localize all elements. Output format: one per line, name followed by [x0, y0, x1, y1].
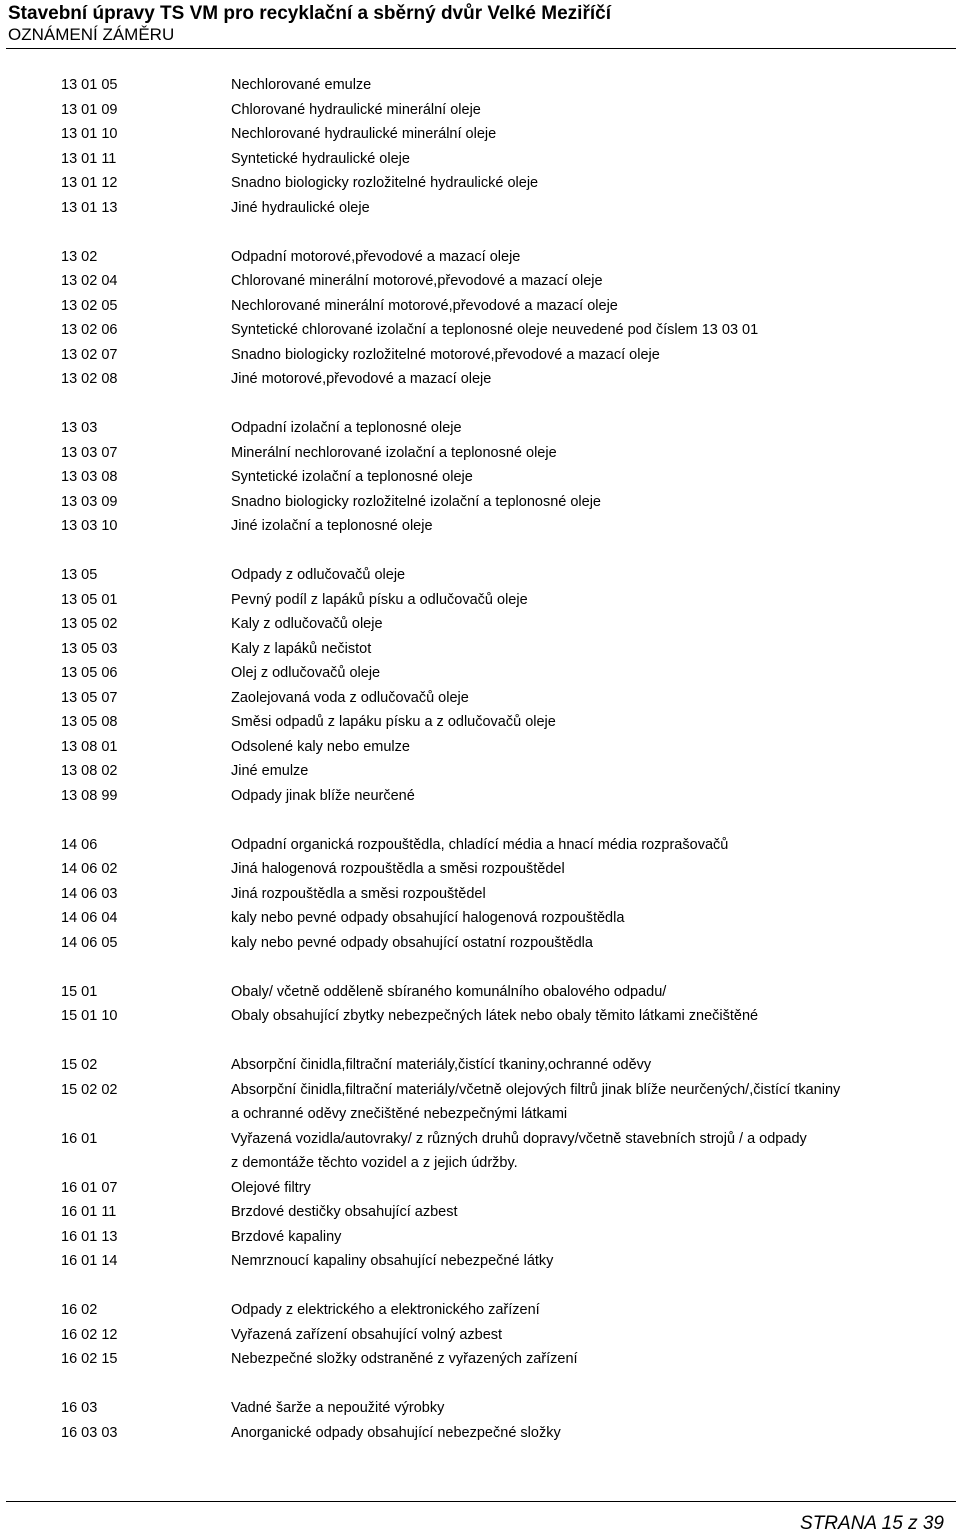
table-row [0, 245, 960, 270]
waste-code: 13 01 09 [61, 101, 118, 118]
waste-description: Zaolejovaná voda z odlučovačů oleje [231, 689, 469, 706]
waste-code: 13 03 07 [61, 444, 118, 461]
row-spacer [0, 1274, 960, 1299]
waste-code: 13 05 08 [61, 714, 118, 730]
row-spacer [0, 392, 960, 417]
waste-code: 13 02 08 [61, 371, 118, 387]
table-row [0, 735, 960, 760]
waste-description: Nechlorované minerální motorové,převodové a mazací oleje [231, 297, 618, 314]
waste-code: 13 02 05 [61, 297, 118, 314]
page-number: STRANA 15 z 39 [800, 1513, 944, 1534]
table-row [0, 1249, 960, 1274]
waste-code: 16 01 11 [61, 1204, 117, 1220]
waste-description: Jiná rozpouštědla a směsi rozpouštědel [231, 885, 486, 902]
waste-description: Kaly z odlučovačů oleje [231, 616, 383, 632]
waste-description: Pevný podíl z lapáků písku a odlučovačů oleje [231, 591, 528, 608]
table-row [0, 73, 960, 98]
waste-description: Anorganické odpady obsahující nebezpečné složky [231, 1424, 561, 1441]
waste-code: 13 08 01 [61, 738, 118, 755]
table-row [0, 1102, 960, 1127]
table-row [0, 563, 960, 588]
table-row [0, 171, 960, 196]
waste-code: 14 06 03 [61, 885, 118, 902]
table-row [0, 784, 960, 809]
waste-code: 16 02 [61, 1302, 98, 1318]
waste-code: 13 05 06 [61, 665, 118, 681]
document-subtitle: OZNÁMENÍ ZÁMĚRU [8, 25, 175, 44]
waste-description: Snadno biologicky rozložitelné motorové,převodové a mazací oleje [231, 346, 660, 363]
row-spacer [0, 955, 960, 980]
waste-description: a ochranné oděvy znečištěné nebezpečnými látkami [231, 1106, 568, 1122]
waste-description: Chlorované hydraulické minerální oleje [231, 101, 481, 118]
waste-code: 13 01 11 [61, 150, 117, 167]
table-row [0, 1421, 960, 1446]
waste-description: Kaly z lapáků nečistot [231, 640, 372, 657]
waste-code: 13 05 [61, 567, 98, 583]
table-row [0, 98, 960, 123]
table-row [0, 196, 960, 221]
table-row [0, 857, 960, 882]
waste-description: Odpady z odlučovačů oleje [231, 567, 406, 583]
waste-code: 16 02 12 [61, 1326, 118, 1343]
table-row [0, 147, 960, 172]
waste-description: Odpadní motorové,převodové a mazací oleje [231, 248, 521, 265]
table-row [0, 294, 960, 319]
document-title: Stavební úpravy TS VM pro recyklační a sběrný dvůr Velké Meziříčí [8, 3, 611, 24]
table-row [0, 759, 960, 784]
waste-description: Chlorované minerální motorové,převodové a mazací oleje [231, 273, 603, 289]
table-row [0, 1053, 960, 1078]
waste-code: 15 01 [61, 983, 98, 1000]
waste-code: 13 05 02 [61, 616, 118, 632]
waste-code: 16 01 13 [61, 1228, 118, 1245]
table-row [0, 269, 960, 294]
waste-description: Olejové filtry [231, 1179, 311, 1196]
table-row [0, 514, 960, 539]
waste-description: Vadné šarže a nepoužité výrobky [231, 1400, 445, 1416]
table-row [0, 1078, 960, 1103]
waste-code: 13 08 99 [61, 787, 118, 804]
waste-description: Obaly obsahující zbytky nebezpečných látek nebo obaly těmito látkami znečištěné [231, 1008, 759, 1024]
row-spacer [0, 539, 960, 564]
waste-description: Jiné motorové,převodové a mazací oleje [231, 371, 492, 387]
waste-description: kaly nebo pevné odpady obsahující halogenová rozpouštědla [231, 910, 625, 926]
waste-code: 13 01 10 [61, 126, 118, 142]
waste-code: 15 01 10 [61, 1008, 118, 1024]
header-divider [6, 48, 956, 49]
waste-description: Syntetické izolační a teplonosné oleje [231, 469, 473, 485]
table-row [0, 416, 960, 441]
table-row [0, 1225, 960, 1250]
table-row [0, 637, 960, 662]
waste-description: Jiné emulze [231, 763, 309, 779]
row-spacer [0, 1029, 960, 1054]
table-row [0, 1347, 960, 1372]
waste-code: 16 03 [61, 1400, 98, 1416]
table-row [0, 1176, 960, 1201]
waste-description: Minerální nechlorované izolační a teplonosné oleje [231, 444, 557, 461]
waste-description: Syntetické chlorované izolační a teplonosné oleje neuvedené pod číslem 13 03 01 [231, 322, 759, 338]
waste-description: Vyřazená zařízení obsahující volný azbest [231, 1326, 503, 1343]
waste-description: Brzdové kapaliny [231, 1228, 342, 1245]
waste-code: 14 06 02 [61, 861, 118, 877]
waste-description: Vyřazená vozidla/autovraky/ z různých druhů dopravy/včetně stavebních strojů / a odpady [231, 1130, 807, 1147]
waste-code: 13 05 07 [61, 689, 118, 706]
waste-code: 13 03 10 [61, 518, 118, 534]
waste-code: 13 08 02 [61, 763, 118, 779]
table-row [0, 1298, 960, 1323]
waste-code: 16 01 07 [61, 1179, 118, 1196]
table-row [0, 710, 960, 735]
table-row [0, 686, 960, 711]
waste-description: Nechlorované hydraulické minerální oleje [231, 126, 497, 142]
waste-description: Snadno biologicky rozložitelné hydraulické oleje [231, 175, 539, 191]
waste-code: 13 03 08 [61, 469, 118, 485]
waste-code: 15 02 [61, 1057, 98, 1073]
row-spacer [0, 1372, 960, 1397]
waste-description: Jiné izolační a teplonosné oleje [231, 518, 433, 534]
table-row [0, 612, 960, 637]
table-row [0, 588, 960, 613]
waste-code: 13 05 01 [61, 591, 118, 608]
waste-code: 13 02 07 [61, 346, 118, 363]
waste-code: 13 03 [61, 420, 98, 436]
table-row [0, 1151, 960, 1176]
waste-description: Nechlorované emulze [231, 77, 372, 93]
waste-code-list [0, 73, 960, 1445]
waste-code: 16 01 14 [61, 1253, 118, 1269]
waste-description: Obaly/ včetně odděleně sbíraného komunálního obalového odpadu/ [231, 983, 667, 1000]
waste-code: 13 01 12 [61, 175, 118, 191]
table-row [0, 441, 960, 466]
waste-code: 13 03 09 [61, 493, 118, 510]
table-row [0, 980, 960, 1005]
waste-description: Odpadní organická rozpouštědla, chladící média a hnací média rozprašovačů [231, 836, 729, 853]
waste-code: 16 03 03 [61, 1424, 118, 1441]
waste-code: 16 02 15 [61, 1351, 118, 1367]
table-row [0, 882, 960, 907]
waste-description: Jiné hydraulické oleje [231, 199, 370, 216]
table-row [0, 931, 960, 956]
footer-divider [6, 1501, 956, 1502]
waste-code: 13 02 [61, 248, 98, 265]
waste-description: Olej z odlučovačů oleje [231, 665, 381, 681]
waste-code: 16 01 [61, 1130, 98, 1147]
table-row [0, 1323, 960, 1348]
table-row [0, 906, 960, 931]
waste-description: Jiná halogenová rozpouštědla a směsi rozpouštědel [231, 861, 565, 877]
table-row [0, 490, 960, 515]
waste-description: Nemrznoucí kapaliny obsahující nebezpečné látky [231, 1253, 554, 1269]
table-row [0, 1396, 960, 1421]
waste-description: Odsolené kaly nebo emulze [231, 738, 410, 755]
table-row [0, 343, 960, 368]
waste-description: Syntetické hydraulické oleje [231, 150, 410, 167]
waste-description: z demontáže těchto vozidel a z jejich údržby. [231, 1155, 518, 1171]
waste-code: 15 02 02 [61, 1081, 118, 1098]
waste-description: kaly nebo pevné odpady obsahující ostatní rozpouštědla [231, 934, 593, 951]
waste-description: Odpady jinak blíže neurčené [231, 787, 415, 804]
waste-code: 14 06 05 [61, 934, 118, 951]
table-row [0, 833, 960, 858]
waste-code: 13 05 03 [61, 640, 118, 657]
waste-code: 13 02 06 [61, 322, 118, 338]
page-header [0, 0, 960, 52]
waste-code: 13 01 05 [61, 77, 118, 93]
waste-description: Směsi odpadů z lapáku písku a z odlučovačů oleje [231, 714, 556, 730]
table-row [0, 1200, 960, 1225]
table-row [0, 1127, 960, 1152]
waste-description: Brzdové destičky obsahující azbest [231, 1204, 458, 1220]
waste-description: Nebezpečné složky odstraněné z vyřazených zařízení [231, 1351, 578, 1367]
table-row [0, 318, 960, 343]
row-spacer [0, 220, 960, 245]
waste-code: 13 02 04 [61, 273, 118, 289]
table-row [0, 122, 960, 147]
waste-code: 14 06 04 [61, 910, 118, 926]
table-row [0, 367, 960, 392]
waste-code: 13 01 13 [61, 199, 118, 216]
waste-description: Snadno biologicky rozložitelné izolační a teplonosné oleje [231, 493, 601, 510]
waste-code: 14 06 [61, 836, 98, 853]
waste-description: Absorpční činidla,filtrační materiály/včetně olejových filtrů jinak blíže neurčených/,čistící tkaniny [231, 1081, 841, 1098]
row-spacer [0, 808, 960, 833]
table-row [0, 661, 960, 686]
waste-description: Absorpční činidla,filtrační materiály,čistící tkaniny,ochranné oděvy [231, 1057, 652, 1073]
table-row [0, 465, 960, 490]
waste-description: Odpadní izolační a teplonosné oleje [231, 420, 462, 436]
waste-description: Odpady z elektrického a elektronického zařízení [231, 1302, 540, 1318]
table-row [0, 1004, 960, 1029]
